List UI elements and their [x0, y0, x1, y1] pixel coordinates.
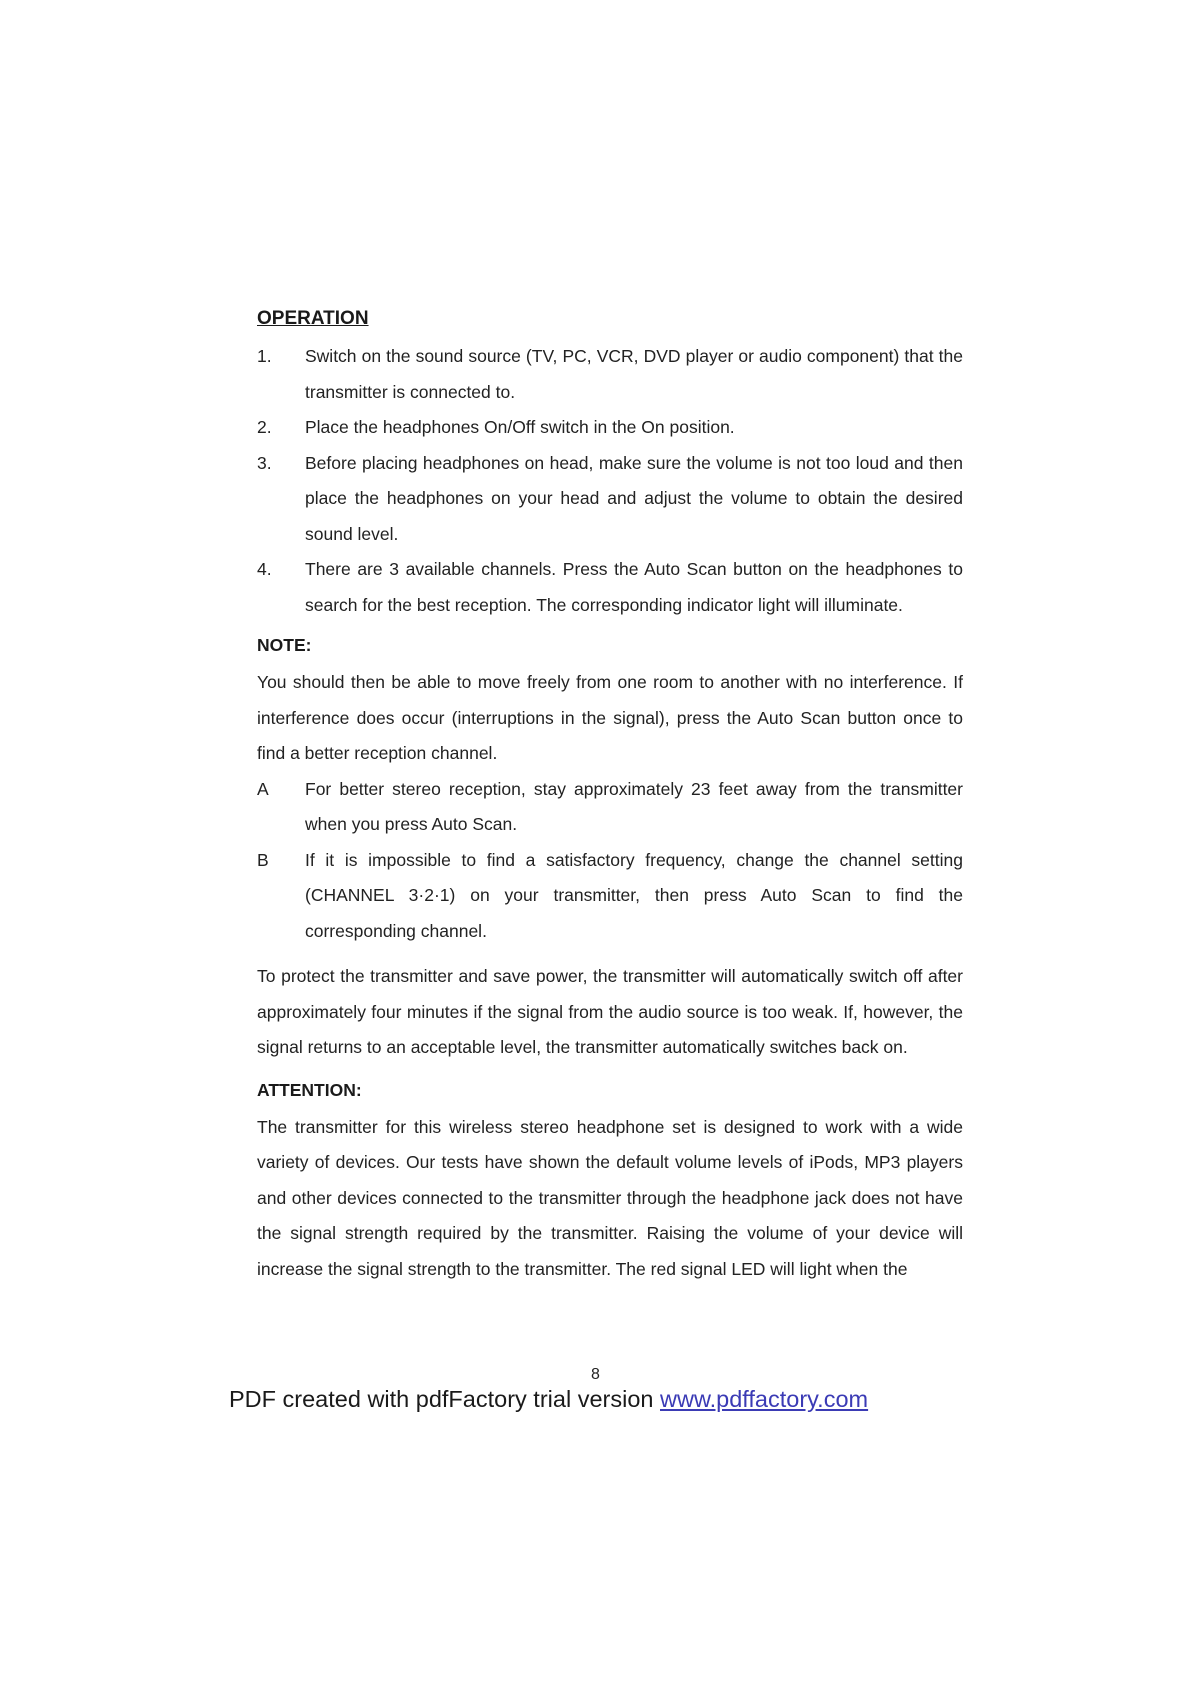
operation-step	[257, 339, 963, 410]
step-text: Before placing headphones on head, make sure the volume is not too loud and then place the headphones on your head and adjust the volume to obtain the desired sound level.	[305, 452, 963, 544]
attention-paragraph: The transmitter for this wireless stereo headphone set is designed to work with a wide variety of devices. Our tests have shown the default volume levels of iPods, MP3 players and other devices connected to the transmitter through the headphone jack does not have the signal strength required by the transmitter. Raising the volume of your device will increase the signal strength to the transmitter. The red signal LED will light when the	[257, 1116, 963, 1279]
page-number: 8	[591, 1366, 600, 1383]
step-text: There are 3 available channels. Press the Auto Scan button on the headphones to search for the best reception. The corresponding indicator light will illuminate.	[305, 559, 963, 615]
footer-link[interactable]: www.pdffactory.com	[660, 1386, 869, 1412]
note-item	[257, 843, 963, 950]
note-item	[257, 772, 963, 843]
operation-step	[257, 552, 963, 623]
operation-heading: OPERATION	[257, 308, 369, 329]
step-number: 2.	[257, 417, 272, 437]
page-content	[257, 305, 963, 1287]
power-saving-paragraph: To protect the transmitter and save power, the transmitter will automatically switch off after approximately four minutes if the signal from the audio source is too weak. If, however, the signal returns to an acceptable level, the transmitter automatically switches back on.	[257, 966, 963, 1057]
note-item-letter: A	[257, 778, 269, 799]
step-number: 3.	[257, 452, 272, 473]
pdf-footer	[229, 1386, 868, 1413]
step-number: 4.	[257, 559, 272, 579]
step-text: Place the headphones On/Off switch in the On position.	[305, 417, 735, 437]
note-item-text: If it is impossible to find a satisfactory frequency, change the channel setting (CHANNEL 3·2·1) on your transmitter, then press Auto Scan to find the corresponding channel.	[305, 849, 963, 941]
step-number: 1.	[257, 346, 272, 366]
operation-step	[257, 446, 963, 553]
note-item-text: For better stereo reception, stay approximately 23 feet away from the transmitter when you press Auto Scan.	[305, 778, 963, 834]
note-intro-paragraph: You should then be able to move freely from one room to another with no interference. If interference does occur (interruptions in the signal), press the Auto Scan button once to find a better reception channel.	[257, 672, 963, 763]
attention-heading: ATTENTION:	[257, 1079, 362, 1100]
note-heading: NOTE:	[257, 635, 312, 655]
note-item-letter: B	[257, 849, 269, 870]
footer-text: PDF created with pdfFactory trial version	[229, 1386, 660, 1412]
operation-step	[257, 410, 963, 446]
step-text: Switch on the sound source (TV, PC, VCR, DVD player or audio component) that the transmitter is connected to.	[305, 346, 963, 402]
